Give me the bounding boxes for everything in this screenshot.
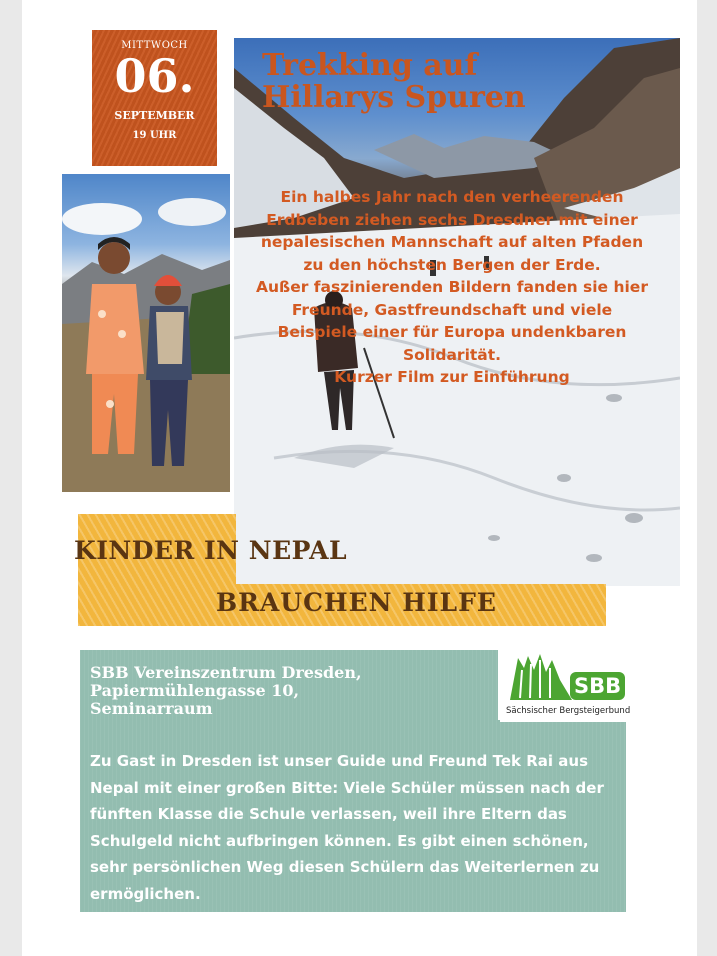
- venue-line: Papiermühlengasse 10,: [90, 681, 300, 700]
- venue-line: Seminarraum: [90, 699, 213, 718]
- banner-heading-line2: BRAUCHEN HILFE: [216, 588, 497, 617]
- event-description: [252, 186, 652, 389]
- sbb-logo: [500, 650, 631, 722]
- children-photo: [62, 174, 230, 492]
- event-title: Trekking auf Hillarys Spuren: [262, 48, 526, 115]
- event-description-paragraph: Ein halbes Jahr nach den verheerenden Erdbeben ziehen sechs Dresdner mit einer nepalesischen Mannschaft auf alten Pfaden zu den höchsten Bergen der Erde.: [260, 188, 644, 274]
- date-day: 06.: [114, 49, 195, 103]
- children-photo-illustration: [62, 174, 230, 492]
- date-badge: [92, 30, 217, 166]
- date-weekday: MITTWOCH: [121, 40, 188, 51]
- sbb-logo-abbr: SBB: [570, 672, 625, 700]
- date-month: SEPTEMBER: [114, 109, 195, 122]
- date-time: 19 UHR: [132, 130, 177, 141]
- info-text: Zu Gast in Dresden ist unser Guide und Freund Tek Rai aus Nepal mit einer großen Bitte: Viele Schüler müssen nach der fünften Klasse die Schule verlassen, weil ihre Eltern das Schulgeld nicht aufbringen können. Es gibt einen schönen, sehr persönlichen Weg diesen Schülern das Weiterlernen zu ermöglichen.: [90, 752, 604, 903]
- event-description-paragraph: Außer faszinierenden Bildern fanden sie hier Freunde, Gastfreundschaft und viele Beispiele einer für Europa undenkbaren Solidarität.: [256, 278, 648, 364]
- banner-heading-line1: KINDER IN NEPAL: [74, 536, 348, 565]
- venue-line: SBB Vereinszentrum Dresden,: [90, 663, 362, 682]
- sbb-logo-name: Sächsischer Bergsteigerbund: [506, 706, 631, 716]
- event-description-paragraph: Kurzer Film zur Einführung: [334, 368, 570, 386]
- venue-address: [90, 664, 490, 718]
